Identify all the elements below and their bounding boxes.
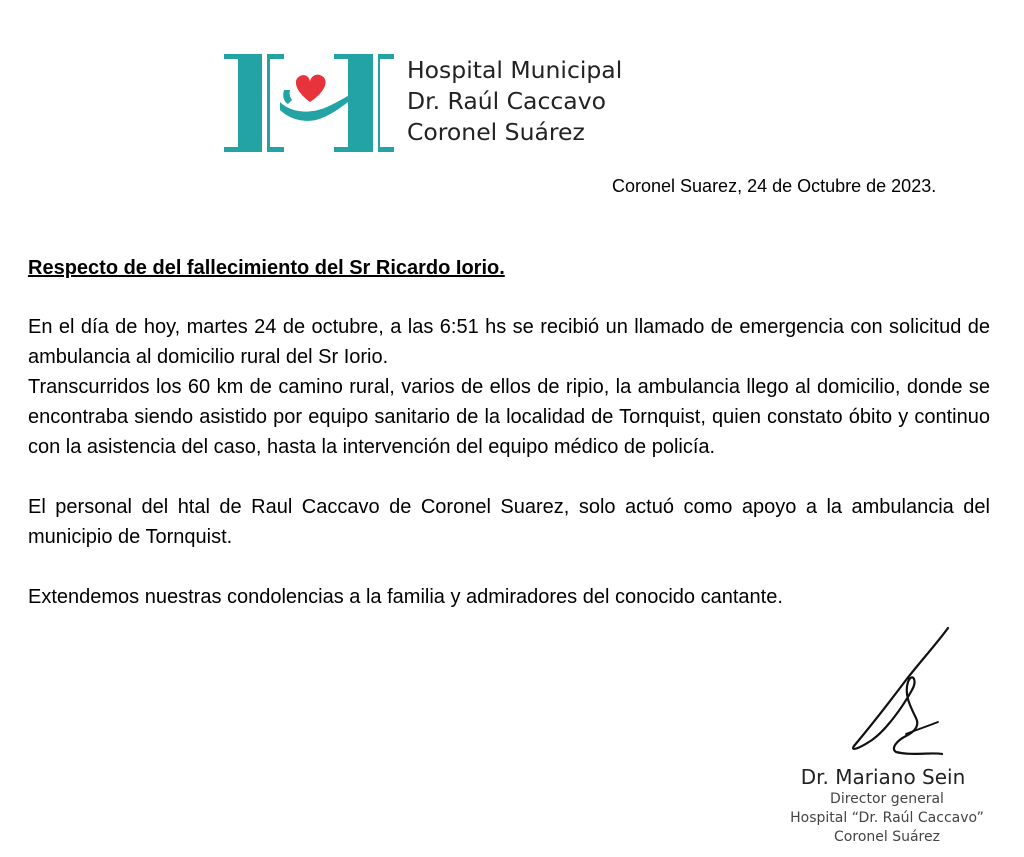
signatory-city: Coronel Suárez [834, 829, 940, 845]
letter-body [28, 312, 990, 612]
hospital-logo-icon [222, 50, 398, 156]
paragraph-4: Extendemos nuestras condolencias a la familia y admiradores del conocido cantante. [28, 586, 783, 608]
signatory-title: Director general [830, 791, 944, 807]
signature-block [786, 764, 988, 847]
hospital-name [407, 55, 622, 148]
signatory-institution: Hospital “Dr. Raúl Caccavo” [790, 810, 984, 826]
hospital-name-line-1: Hospital Municipal [407, 56, 623, 84]
paragraph-2: Transcurridos los 60 km de camino rural, varios de ellos de ripio, la ambulancia llego al domicilio, donde se encontraba siendo asistido por equipo sanitario de la localidad de Tornquist, quien constato óbito y continuo con la asistencia del caso, hasta la intervención del equipo médico de policía. [28, 376, 990, 458]
letter-date: Coronel Suarez, 24 de Octubre de 2023. [612, 176, 937, 196]
paragraph-1: En el día de hoy, martes 24 de octubre, a las 6:51 hs se recibió un llamado de emergencia con solicitud de ambulancia al domicilio rural del Sr Iorio. [28, 316, 990, 368]
letter-subject: Respecto de del fallecimiento del Sr Ricardo Iorio. [28, 257, 505, 279]
signatory-name: Dr. Mariano Sein [800, 765, 966, 789]
hospital-name-line-3: Coronel Suárez [407, 118, 585, 146]
signature-icon [820, 622, 960, 764]
paragraph-3: El personal del htal de Raul Caccavo de Coronel Suarez, solo actuó como apoyo a la ambulancia del municipio de Tornquist. [28, 496, 990, 548]
hospital-name-line-2: Dr. Raúl Caccavo [407, 87, 606, 115]
